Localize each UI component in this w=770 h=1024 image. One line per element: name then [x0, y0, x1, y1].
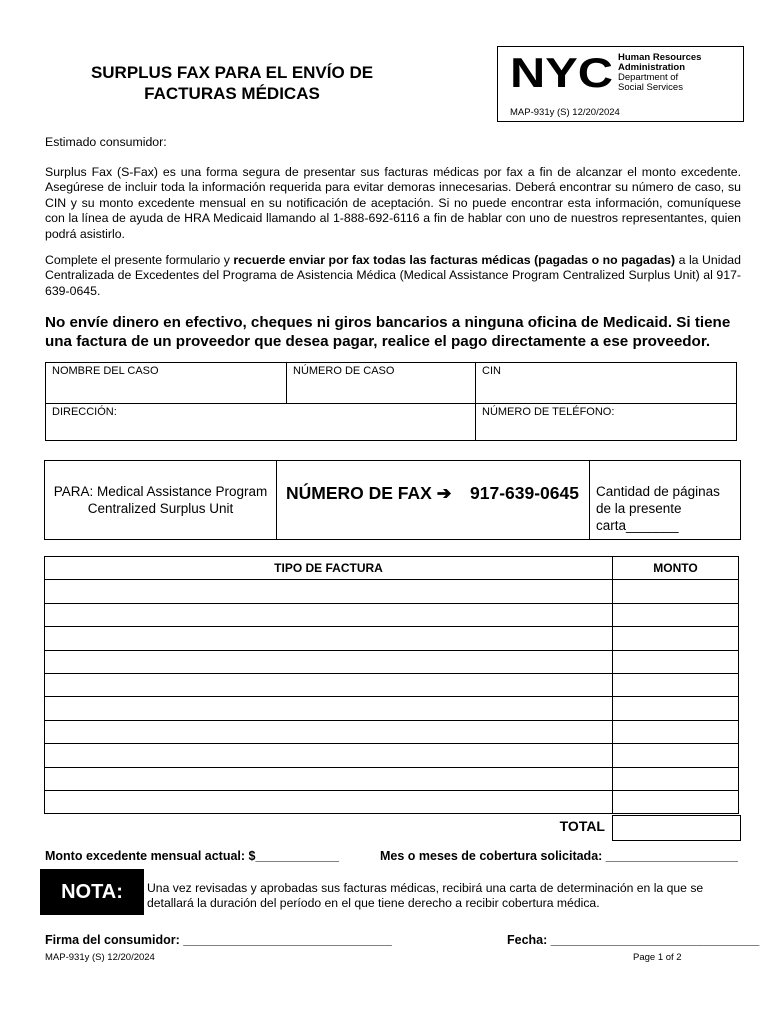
fax-number-label: NÚMERO DE FAX ➔: [286, 483, 452, 503]
amount-cell[interactable]: [613, 790, 739, 813]
instructions-paragraph: [45, 253, 741, 299]
amount-header: MONTO: [613, 557, 739, 580]
recipient-line-2: Centralized Surplus Unit: [87, 501, 234, 516]
bill-type-cell[interactable]: [45, 673, 613, 696]
coverage-months-field[interactable]: Mes o meses de cobertura solicitada: ___________________: [380, 849, 738, 863]
bills-table: [44, 556, 739, 814]
case-number-field[interactable]: [287, 363, 476, 404]
bill-type-cell[interactable]: [45, 790, 613, 813]
monthly-surplus-field[interactable]: Monto excedente mensual actual: $____________: [45, 849, 339, 863]
table-row: [45, 720, 739, 743]
table-row: [45, 767, 739, 790]
bill-type-cell[interactable]: [45, 720, 613, 743]
case-name-field[interactable]: [46, 363, 287, 404]
case-number-label: NÚMERO DE CASO: [293, 365, 395, 377]
form-code: MAP-931y (S) 12/20/2024: [510, 107, 620, 118]
total-label: TOTAL: [559, 818, 605, 834]
fax-recipient: [45, 461, 277, 539]
case-info-table: [45, 362, 737, 441]
footer-form-code: MAP-931y (S) 12/20/2024: [45, 952, 155, 963]
bill-type-cell[interactable]: [45, 744, 613, 767]
table-row: [45, 790, 739, 813]
instructions-start: Complete el presente formulario y: [45, 253, 234, 267]
total-amount-field[interactable]: [612, 815, 741, 841]
agency-line-1: Human Resources: [618, 52, 702, 63]
amount-cell[interactable]: [613, 697, 739, 720]
page-count-line-2: de la presente: [596, 501, 682, 516]
agency-line-2: Administration: [618, 62, 686, 73]
amount-cell[interactable]: [613, 603, 739, 626]
bill-type-header: TIPO DE FACTURA: [45, 557, 613, 580]
page-count-field[interactable]: [590, 461, 740, 539]
page-number: Page 1 of 2: [633, 952, 682, 963]
agency-logo-box: [497, 46, 744, 122]
bill-type-cell[interactable]: [45, 603, 613, 626]
agency-name: [618, 53, 701, 93]
table-row: [45, 697, 739, 720]
bill-type-cell[interactable]: [45, 767, 613, 790]
phone-label: NÚMERO DE TELÉFONO:: [482, 406, 615, 418]
svg-text:NYC: NYC: [510, 53, 613, 91]
instructions-bold: recuerde enviar por fax todas las facturas médicas (pagadas o no pagadas): [233, 253, 676, 267]
fax-info-box: [44, 460, 741, 540]
fax-number: 917-639-0645: [470, 483, 579, 503]
bill-type-cell[interactable]: [45, 650, 613, 673]
table-row: [45, 580, 739, 603]
table-row: [45, 627, 739, 650]
amount-cell[interactable]: [613, 580, 739, 603]
address-field[interactable]: [46, 404, 476, 441]
amount-cell[interactable]: [613, 720, 739, 743]
address-label: DIRECCIÓN:: [52, 406, 117, 418]
amount-cell[interactable]: [613, 673, 739, 696]
signature-field[interactable]: Firma del consumidor: ______________________________: [45, 933, 392, 947]
agency-line-4: Social Services: [618, 82, 683, 93]
amount-cell[interactable]: [613, 744, 739, 767]
table-row: [45, 650, 739, 673]
agency-line-3: Department of: [618, 72, 679, 83]
form-title: [40, 62, 424, 104]
cin-label: CIN: [482, 365, 501, 377]
intro-paragraph: Surplus Fax (S-Fax) es una forma segura de presentar sus facturas médicas por fax a fin de alcanzar el monto excedente. Asegúrese de incluir toda la información requerida para evitar demoras innecesarias. Deberá encontrar su número de caso, su CIN y su monto excedente mensual en su notificación de aceptación. Si no puede encontrar esta información, comuníquese con la línea de ayuda de HRA Medicaid llamando al 1-888-692-6116 a fin de hablar con uno de nuestros representantes, quien podrá asistirlo.: [45, 165, 741, 241]
nota-text: Una vez revisadas y aprobadas sus facturas médicas, recibirá una carta de determinación en la que se detallará la duración del período en el que tiene derecho a recibir cobertura médica.: [147, 881, 704, 910]
amount-cell[interactable]: [613, 650, 739, 673]
page-count-line-3: carta_______: [596, 518, 679, 533]
bill-type-cell[interactable]: [45, 697, 613, 720]
cin-field[interactable]: [476, 363, 737, 404]
title-line-1: SURPLUS FAX PARA EL ENVÍO DE: [90, 63, 374, 82]
bills-header-row: [45, 557, 739, 580]
instructions-end: a la Unidad Centralizada de Excedentes del Programa de Asistencia Médica (Medical Assistance Program Centralized Surplus Unit) al 917-639-0645.: [45, 253, 741, 298]
bill-type-cell[interactable]: [45, 627, 613, 650]
warning-text: No envíe dinero en efectivo, cheques ni giros bancarios a ninguna oficina de Medicaid. Si tiene una factura de un proveedor que desea pagar, realice el pago directamente a ese proveedor.: [45, 314, 731, 350]
page-count-line-1: Cantidad de páginas: [596, 484, 720, 499]
recipient-line-1: PARA: Medical Assistance Program: [53, 484, 268, 499]
table-row: [45, 673, 739, 696]
greeting: Estimado consumidor:: [45, 135, 167, 149]
nyc-logo: [510, 53, 613, 91]
amount-cell[interactable]: [613, 627, 739, 650]
title-line-2: FACTURAS MÉDICAS: [144, 84, 320, 103]
nota-badge: NOTA:: [40, 869, 144, 915]
table-row: [45, 603, 739, 626]
bill-type-cell[interactable]: [45, 580, 613, 603]
case-name-label: NOMBRE DEL CASO: [52, 365, 159, 377]
table-row: [45, 744, 739, 767]
phone-field[interactable]: [476, 404, 737, 441]
amount-cell[interactable]: [613, 767, 739, 790]
fax-number-cell: [278, 461, 590, 539]
date-field[interactable]: Fecha: ______________________________: [507, 933, 760, 947]
